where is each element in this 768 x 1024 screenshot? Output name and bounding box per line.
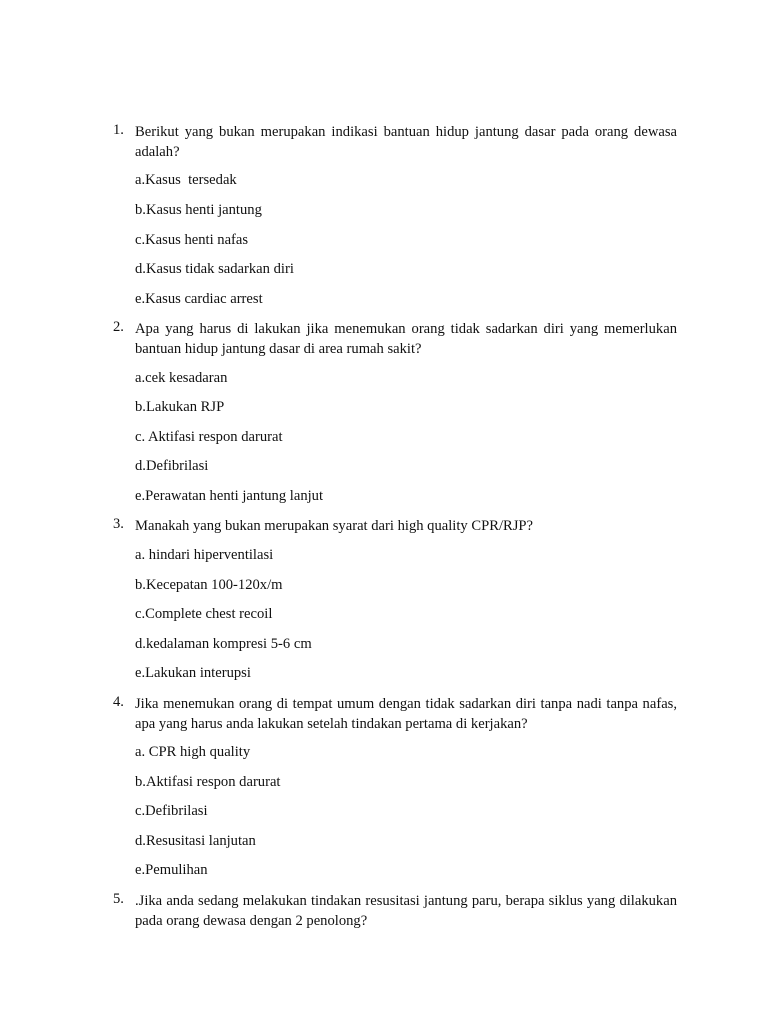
option-2a: a.cek kesadaran [135,370,228,386]
question-number: 3. [113,516,124,532]
option-4c: c.Defibrilasi [135,803,208,819]
question-5 [113,891,677,931]
option-3b: b.Kecepatan 100-120x/m [135,577,283,593]
option-3c: c.Complete chest recoil [135,606,273,622]
question-number: 1. [113,122,124,138]
option-1b: b.Kasus henti jantung [135,202,262,218]
option-1e: e.Kasus cardiac arrest [135,291,263,307]
option-4e: e.Pemulihan [135,862,208,878]
question-text: Manakah yang bukan merupakan syarat dari high quality CPR/RJP? [135,518,534,534]
question-text: Jika menemukan orang di tempat umum dengan tidak sadarkan diri tanpa nadi tanpa nafas, apa yang harus anda lakukan setelah tindakan pertama di kerjakan? [135,696,677,732]
option-2b: b.Lakukan RJP [135,399,225,415]
option-1d: d.Kasus tidak sadarkan diri [135,261,294,277]
question-text: Apa yang harus di lakukan jika menemukan orang tidak sadarkan diri yang memerlukan bantuan hidup jantung dasar di area rumah sakit? [135,321,677,357]
option-2c: c. Aktifasi respon darurat [135,429,283,445]
question-3 [113,516,677,536]
question-1 [113,122,677,162]
option-2e: e.Perawatan henti jantung lanjut [135,488,324,504]
option-4a: a. CPR high quality [135,744,251,760]
question-number: 2. [113,319,124,335]
option-4d: d.Resusitasi lanjutan [135,833,256,849]
question-text: .Jika anda sedang melakukan tindakan resusitasi jantung paru, berapa siklus yang dilakukan pada orang dewasa dengan 2 penolong? [135,893,677,929]
question-text: Berikut yang bukan merupakan indikasi bantuan hidup jantung dasar pada orang dewasa adalah? [135,124,677,160]
question-4 [113,694,677,734]
question-2 [113,319,677,359]
option-4b: b.Aktifasi respon darurat [135,774,281,790]
option-1a: a.Kasus tersedak [135,172,237,188]
option-1c: c.Kasus henti nafas [135,232,249,248]
option-3d: d.kedalaman kompresi 5-6 cm [135,636,312,652]
question-number: 5. [113,891,124,907]
option-3e: e.Lakukan interupsi [135,665,251,681]
option-2d: d.Defibrilasi [135,458,209,474]
option-3a: a. hindari hiperventilasi [135,547,274,563]
question-number: 4. [113,694,124,710]
